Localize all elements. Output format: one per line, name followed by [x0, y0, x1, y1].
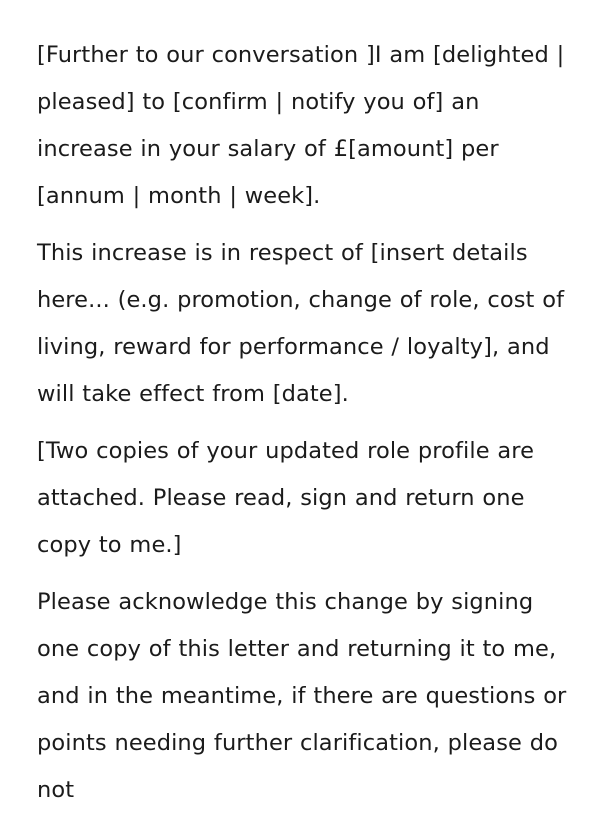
paragraph-role-profile: [Two copies of your updated role profile are attached. Please read, sign and return one copy to me.]	[37, 438, 535, 558]
letter-body	[37, 32, 572, 824]
paragraph-increase-reason: This increase is in respect of [insert details here... (e.g. promotion, change of role, cost of living, reward for performance / loyalty], and will take effect from [date].	[37, 240, 565, 407]
paragraph-salary-increase: [Further to our conversation ]I am [delighted | pleased] to [confirm | notify you of] an increase in your salary of £[amount] per [annum | month | week].	[37, 42, 565, 209]
paragraph-acknowledge: Please acknowledge this change by signing one copy of this letter and returning it to me, and in the meantime, if there are questions or points needing further clarification, please do not	[37, 589, 567, 803]
